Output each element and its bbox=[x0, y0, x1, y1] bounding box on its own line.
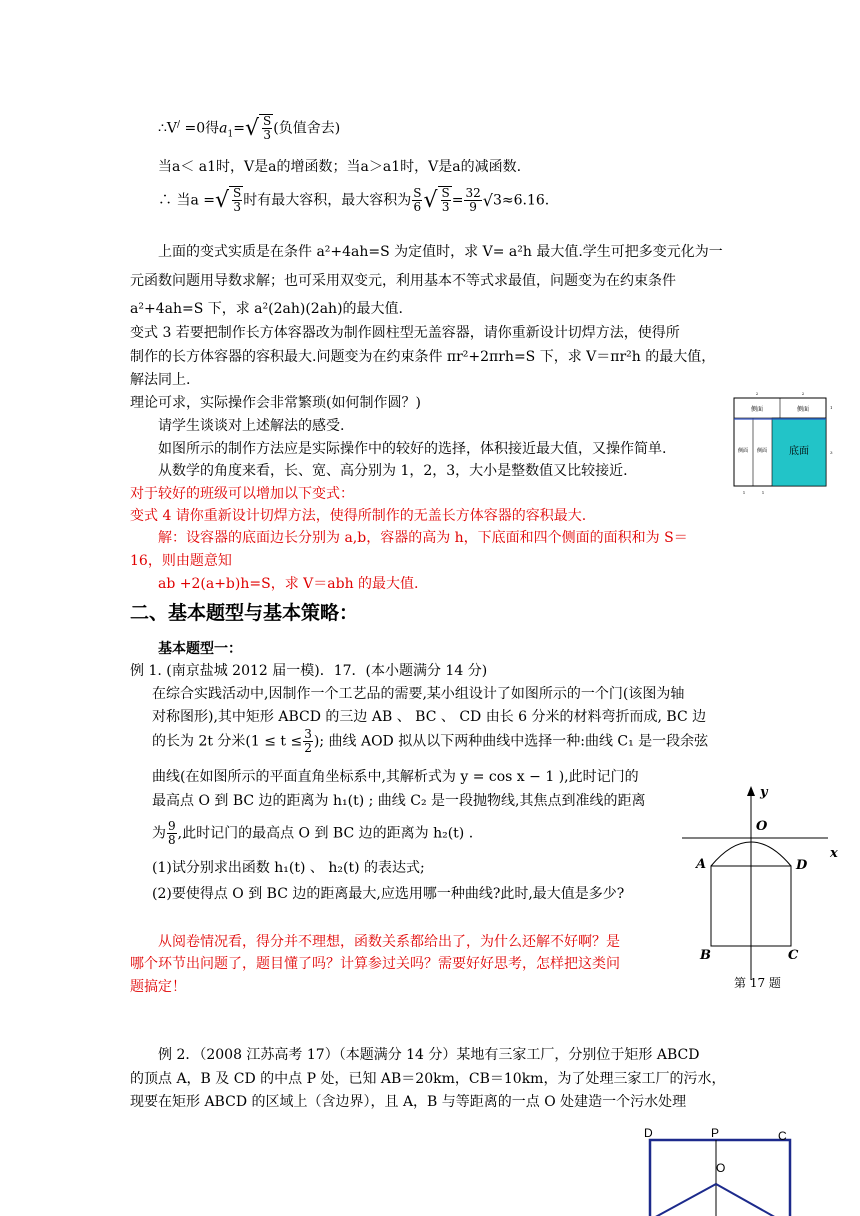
text: 1 bbox=[227, 129, 234, 140]
variant3-line: 理论可求，实际操作会非常繁琐(如何制作圆？) bbox=[130, 395, 421, 411]
ex1-line bbox=[152, 820, 473, 847]
rect-figure bbox=[640, 1124, 800, 1216]
text: S bbox=[413, 186, 422, 200]
dim-label: 3 bbox=[830, 450, 833, 455]
dim-label: 2 bbox=[801, 391, 805, 396]
text: 9 bbox=[469, 200, 477, 214]
text: = bbox=[451, 192, 464, 209]
para-line: 上面的变式实质是在条件 a²+4ah=S 为定值时，求 V= a²h 最大值.学生可把多变元化为一 bbox=[158, 244, 723, 260]
ex1-line: (2)要使得点 O 到 BC 边的距离最大,应选用哪一种曲线?此时,最大值是多少? bbox=[152, 886, 625, 902]
variant3-line: 变式 3 若要把制作长方体容器改为制作圆柱型无盖容器，请你重新设计切焊方法，使得所 bbox=[130, 325, 680, 341]
face-label: 侧面 bbox=[750, 406, 764, 413]
point-label: C bbox=[778, 1129, 787, 1143]
face-label: 底面 bbox=[789, 446, 809, 457]
variant3-line: 如图所示的制作方法应是实际操作中的较好的选择，体积接近最大值，又操作简单. bbox=[158, 441, 667, 457]
text: 9 bbox=[168, 819, 176, 833]
ex1-line: 对称图形),其中矩形 ABCD 的三边 AB 、 BC 、 CD 由长 6 分米的材料弯折而成, BC 边 bbox=[152, 709, 707, 725]
ex1-comment: 从阅卷情况看，得分并不理想，函数关系都给出了，为什么还解不好啊？是 bbox=[158, 934, 620, 950]
text: S bbox=[233, 186, 242, 200]
variant3-line: 请学生谈谈对上述解法的感受. bbox=[158, 418, 345, 434]
sqrt-icon: √ bbox=[245, 116, 260, 141]
y-axis-arrow-icon bbox=[747, 786, 755, 796]
ex2-line: 例 2．（2008 江苏高考 17）（本题满分 14 分）某地有三家工厂，分别位于矩形 ABCD bbox=[158, 1047, 700, 1063]
point-label: A bbox=[696, 857, 707, 872]
sqrt-icon: √ bbox=[482, 191, 493, 210]
text: 3 bbox=[304, 727, 312, 741]
point-label: P bbox=[711, 1126, 720, 1140]
text: 时有最大容积，最大容积为 bbox=[243, 192, 412, 209]
red-line: 16，则由题意知 bbox=[130, 553, 232, 569]
point-label: D bbox=[796, 858, 808, 873]
text: 6 bbox=[413, 200, 422, 214]
face-label: 侧面 bbox=[756, 448, 768, 454]
formula-line-3 bbox=[158, 186, 549, 214]
text: 2 bbox=[304, 741, 312, 755]
text: 的长为 2t 分米(1 ≤ t ≤ bbox=[152, 733, 303, 750]
rect-abcd bbox=[650, 1140, 790, 1216]
text: 3≈6.16. bbox=[492, 192, 550, 209]
figure-caption: 第 17 题 bbox=[734, 976, 781, 990]
section-title: 二、基本题型与基本策略： bbox=[130, 602, 359, 624]
point-label: O bbox=[716, 1161, 726, 1175]
door-figure bbox=[678, 784, 842, 998]
section-subtitle: 基本题型一： bbox=[158, 641, 242, 657]
ex2-line: 现要在矩形 ABCD 的区域上（含边界），且 A，B 与等距离的一点 O 处建造一个污水处理 bbox=[130, 1094, 687, 1110]
red-line: 变式 4 请你重新设计切焊方法，使得所制作的无盖长方体容器的容积最大. bbox=[130, 508, 587, 524]
ex2-line: 的顶点 A，B 及 CD 的中点 P 处，已知 AB＝20km，CB＝10km，为了处理三家工厂的污水， bbox=[130, 1071, 726, 1087]
para-line: a²+4ah=S 下，求 a²(2ah)(2ah)的最大值. bbox=[130, 301, 403, 317]
text: 32 bbox=[465, 186, 481, 200]
text: S bbox=[441, 186, 450, 200]
face-label: 侧面 bbox=[737, 448, 749, 454]
para-line: 元函数问题用导数求解；也可采用双变元，利用基本不等式求最值，问题变为在约束条件 bbox=[130, 273, 676, 289]
red-line: ab +2(a+b)h=S，求 V＝abh 的最大值. bbox=[158, 576, 419, 592]
sqrt-icon: √ bbox=[214, 188, 230, 213]
text: S bbox=[263, 114, 272, 128]
text: ∴ 当a = bbox=[158, 192, 215, 209]
dim-label: 2 bbox=[755, 391, 759, 396]
text: ,此时记门的最高点 O 到 BC 边的距离为 h₂(t) . bbox=[177, 825, 474, 842]
text: a bbox=[219, 120, 228, 137]
text: / bbox=[177, 119, 181, 130]
variant3-line: 解法同上. bbox=[130, 372, 191, 388]
dim-label: 1 bbox=[761, 490, 765, 495]
axis-label: x bbox=[830, 846, 838, 861]
formula-line-1 bbox=[158, 114, 340, 142]
axis-label: y bbox=[760, 785, 768, 800]
ex1-comment: 哪个环节出问题了，题目懂了吗？计算参过关吗？需要好好思考，怎样把这类问 bbox=[130, 956, 620, 972]
ex1-line: 在综合实践活动中,因制作一个工艺品的需要,某小组设计了如图所示的一个门(该图为轴 bbox=[152, 686, 685, 702]
ex1-line: 曲线(在如图所示的平面直角坐标系中,其解析式为 y = cos x − 1 ),此时记门的 bbox=[152, 769, 639, 785]
text: 3 bbox=[263, 128, 271, 142]
text: = bbox=[233, 120, 245, 137]
point-label: O bbox=[756, 819, 768, 834]
text: 8 bbox=[168, 833, 176, 847]
text: 3 bbox=[233, 200, 241, 214]
text: (负值舍去) bbox=[273, 120, 341, 137]
point-label: D bbox=[644, 1126, 653, 1140]
text: 为 bbox=[152, 825, 166, 842]
red-line: 解：设容器的底面边长分别为 a,b，容器的高为 h，下底面和四个侧面的面积和为 S＝ bbox=[158, 530, 688, 546]
sqrt-icon: √ bbox=[423, 188, 438, 213]
ex1-line bbox=[152, 728, 708, 755]
red-line: 对于较好的班级可以增加以下变式： bbox=[130, 486, 354, 502]
point-label: B bbox=[700, 948, 711, 963]
dim-label: 1 bbox=[742, 490, 746, 495]
formula-line-2: 当a＜ a1时，V是a的增函数；当a＞a1时，V是a的减函数. bbox=[158, 159, 522, 175]
text: 3 bbox=[441, 200, 450, 214]
dim-label: 1 bbox=[830, 405, 833, 410]
text: =0得 bbox=[180, 120, 220, 137]
point-label: C bbox=[788, 948, 799, 963]
face-label: 侧面 bbox=[796, 406, 810, 413]
ex1-comment: 题搞定！ bbox=[130, 979, 186, 995]
ex1-line: (1)试分别求出函数 h₁(t) 、 h₂(t) 的表达式; bbox=[152, 860, 425, 876]
text: ∴V bbox=[158, 120, 178, 137]
box-net-figure bbox=[730, 388, 834, 498]
text: ); 曲线 AOD 拟从以下两种曲线中选择一种:曲线 C₁ 是一段余弦 bbox=[313, 733, 709, 750]
ex1-line: 最高点 O 到 BC 边的距离为 h₁(t) ; 曲线 C₂ 是一段抛物线,其焦点到准线的距离 bbox=[152, 793, 646, 809]
ex1-line: 例 1. (南京盐城 2012 届一模)．17．(本小题满分 14 分) bbox=[130, 663, 488, 679]
variant3-line: 制作的长方体容器的容积最大.问题变为在约束条件 πr²+2πrh=S 下，求 V＝πr²h 的最大值， bbox=[130, 349, 716, 365]
variant3-line: 从数学的角度来看，长、宽、高分别为 1，2，3，大小是整数值又比较接近. bbox=[158, 463, 628, 479]
